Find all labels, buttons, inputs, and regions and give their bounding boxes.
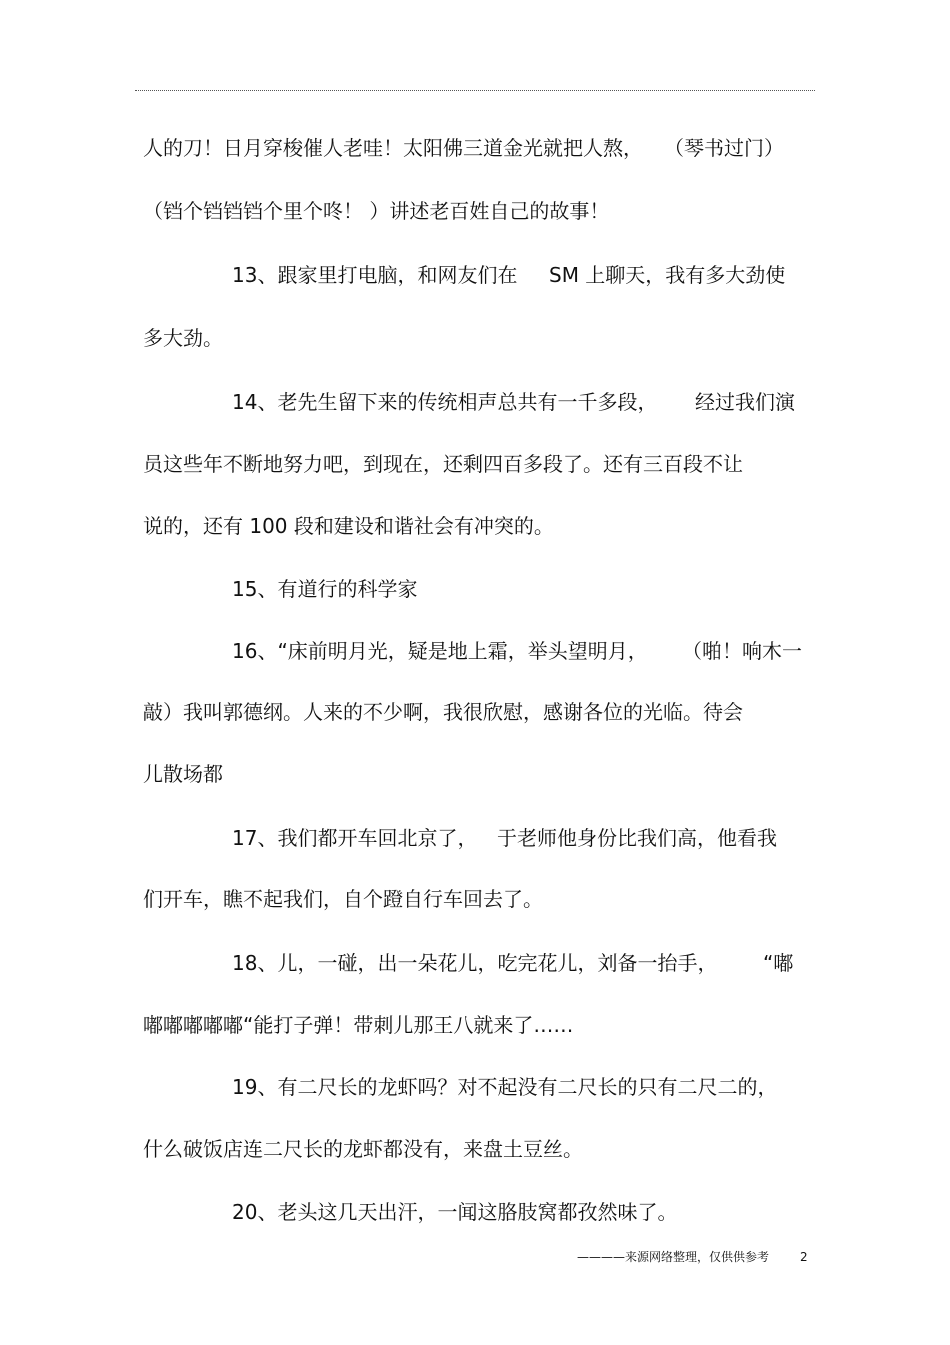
line-text: 19、有二尺长的龙虾吗？对不起没有二尺长的只有二尺二的， [232,1075,778,1099]
line-text-aside: SM 上聊天，我有多大劲使 [549,263,786,287]
line-text: 什么破饭店连二尺长的龙虾都没有，来盘土豆丝。 [143,1137,583,1161]
line-text: 18、儿，一碰，出一朵花儿，吃完花儿，刘备一抬手， [232,951,718,975]
line-text: 15、有道行的科学家 [232,577,418,601]
line-text-aside: （啪！响木一 [682,639,802,663]
line-text-aside: 经过我们演 [695,390,795,414]
line-text: 17、我们都开车回北京了， [232,826,478,850]
line-text: 敲）我叫郭德纲。人来的不少啊，我很欣慰，感谢各位的光临。待会 [143,700,743,724]
line-text: 13、跟家里打电脑，和网友们在 [232,263,518,287]
header-divider [135,90,815,91]
line-text: 员这些年不断地努力吧，到现在，还剩四百多段了。还有三百段不让 [143,452,743,476]
line-text: 们开车，瞧不起我们，自个蹬自行车回去了。 [143,887,543,911]
line-text: 说的，还有 100 段和建设和谐社会有冲突的。 [143,514,554,538]
line-text-aside: “嘟 [763,951,794,975]
line-text: （铛个铛铛铛个里个咚！ ）讲述老百姓自己的故事！ [143,199,610,223]
footer-source-note: ————来源网络整理，仅供供参考 [577,1250,770,1264]
line-text: 14、老先生留下来的传统相声总共有一千多段， [232,390,658,414]
line-text: 儿散场都 [143,762,223,786]
line-text: 人的刀！日月穿梭催人老哇！太阳佛三道金光就把人熬， [143,136,643,160]
page-number: 2 [800,1250,808,1264]
line-text: 多大劲。 [143,326,223,350]
line-text: 16、“床前明月光，疑是地上霜，举头望明月， [232,639,648,663]
line-text-aside: 于老师他身份比我们高，他看我 [497,826,777,850]
line-text: 20、老头这几天出汗，一闻这胳肢窝都孜然味了。 [232,1200,678,1224]
line-text: 嘟嘟嘟嘟嘟“能打子弹！带刺儿那王八就来了…… [143,1013,574,1037]
line-text-aside: （琴书过门） [664,136,784,160]
